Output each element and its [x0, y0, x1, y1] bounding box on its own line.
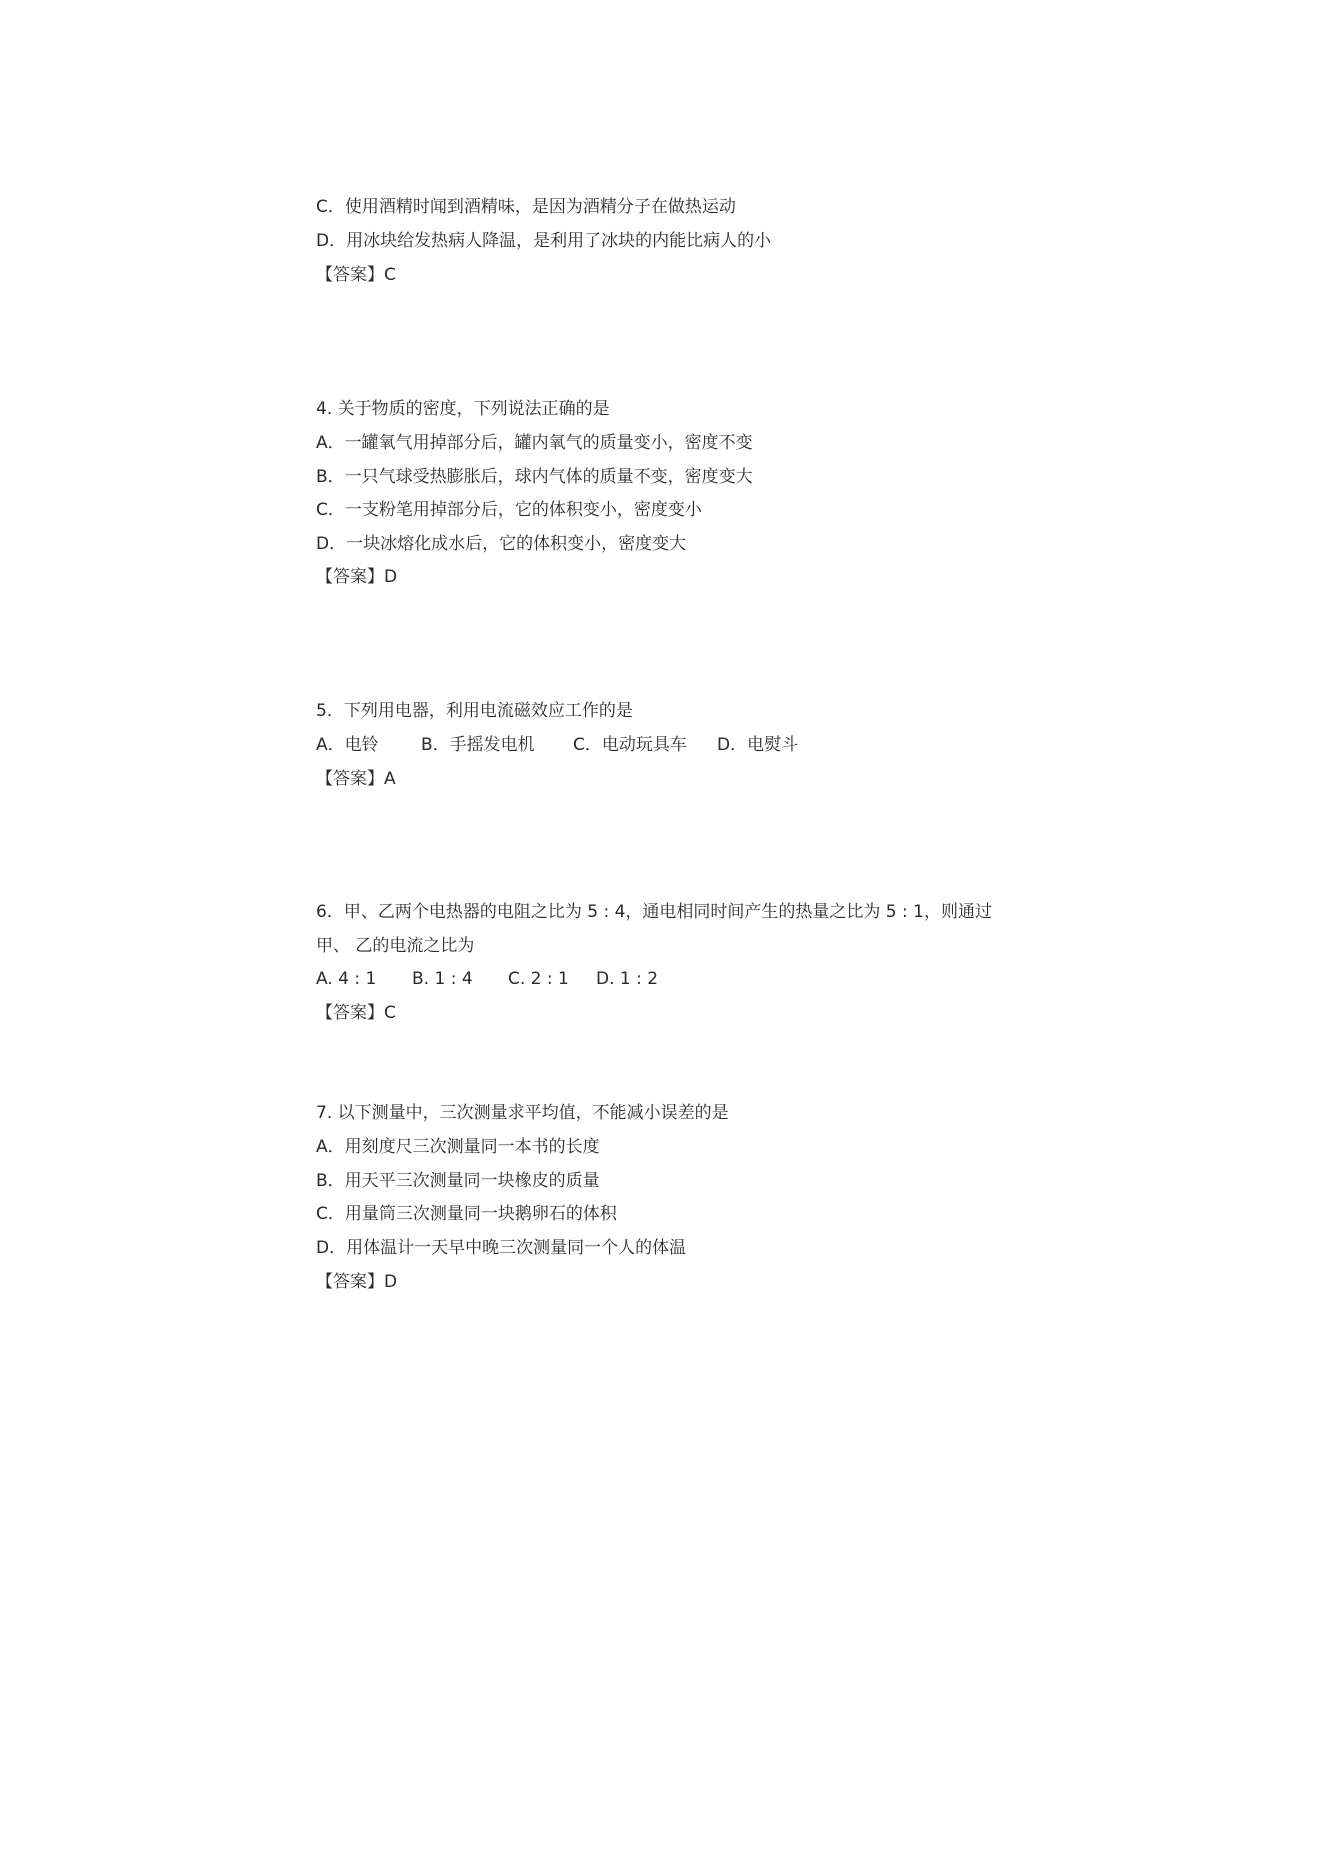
q4-option-b: B．一只气球受热膨胀后，球内气体的质量不变，密度变大	[316, 467, 753, 487]
q6-option-a: A. 4 : 1	[316, 969, 377, 989]
q3-option-c: C．使用酒精时闻到酒精味，是因为酒精分子在做热运动	[316, 197, 736, 217]
q7-option-d: D．用体温计一天早中晚三次测量同一个人的体温	[316, 1238, 687, 1258]
q6-answer: 【答案】C	[316, 1003, 396, 1023]
q7-stem: 7. 以下测量中，三次测量求平均值，不能减小误差的是	[316, 1103, 729, 1123]
q5-option-b: B．手摇发电机	[421, 735, 535, 755]
q7-option-c: C．用量筒三次测量同一块鹅卵石的体积	[316, 1204, 617, 1224]
q5-stem: 5．下列用电器，利用电流磁效应工作的是	[316, 701, 633, 721]
q3-option-d: D．用冰块给发热病人降温，是利用了冰块的内能比病人的小	[316, 231, 772, 251]
q6-option-d: D. 1 : 2	[596, 969, 659, 989]
q5-option-d: D．电熨斗	[717, 735, 799, 755]
q6-option-b: B. 1 : 4	[412, 969, 473, 989]
q5-answer: 【答案】A	[316, 769, 396, 789]
q4-option-c: C．一支粉笔用掉部分后，它的体积变小，密度变小	[316, 500, 702, 520]
q6-stem-line2: 甲、 乙的电流之比为	[316, 936, 475, 956]
q3-answer: 【答案】C	[316, 265, 396, 285]
q4-answer: 【答案】D	[316, 567, 398, 587]
q6-option-c: C. 2 : 1	[508, 969, 569, 989]
q7-answer: 【答案】D	[316, 1272, 398, 1292]
q4-option-d: D．一块冰熔化成水后，它的体积变小，密度变大	[316, 534, 687, 554]
q4-stem: 4. 关于物质的密度，下列说法正确的是	[316, 399, 610, 419]
q5-options	[316, 734, 798, 756]
q7-option-b: B．用天平三次测量同一块橡皮的质量	[316, 1171, 600, 1191]
q6-options	[316, 968, 658, 990]
q5-option-c: C．电动玩具车	[573, 735, 687, 755]
q7-option-a: A．用刻度尺三次测量同一本书的长度	[316, 1137, 600, 1157]
q5-option-a: A．电铃	[316, 735, 379, 755]
q6-stem-line1: 6．甲、乙两个电热器的电阻之比为 5 : 4，通电相同时间产生的热量之比为 5 : 1，则通过	[316, 902, 992, 922]
q4-option-a: A．一罐氧气用掉部分后，罐内氧气的质量变小，密度不变	[316, 433, 753, 453]
